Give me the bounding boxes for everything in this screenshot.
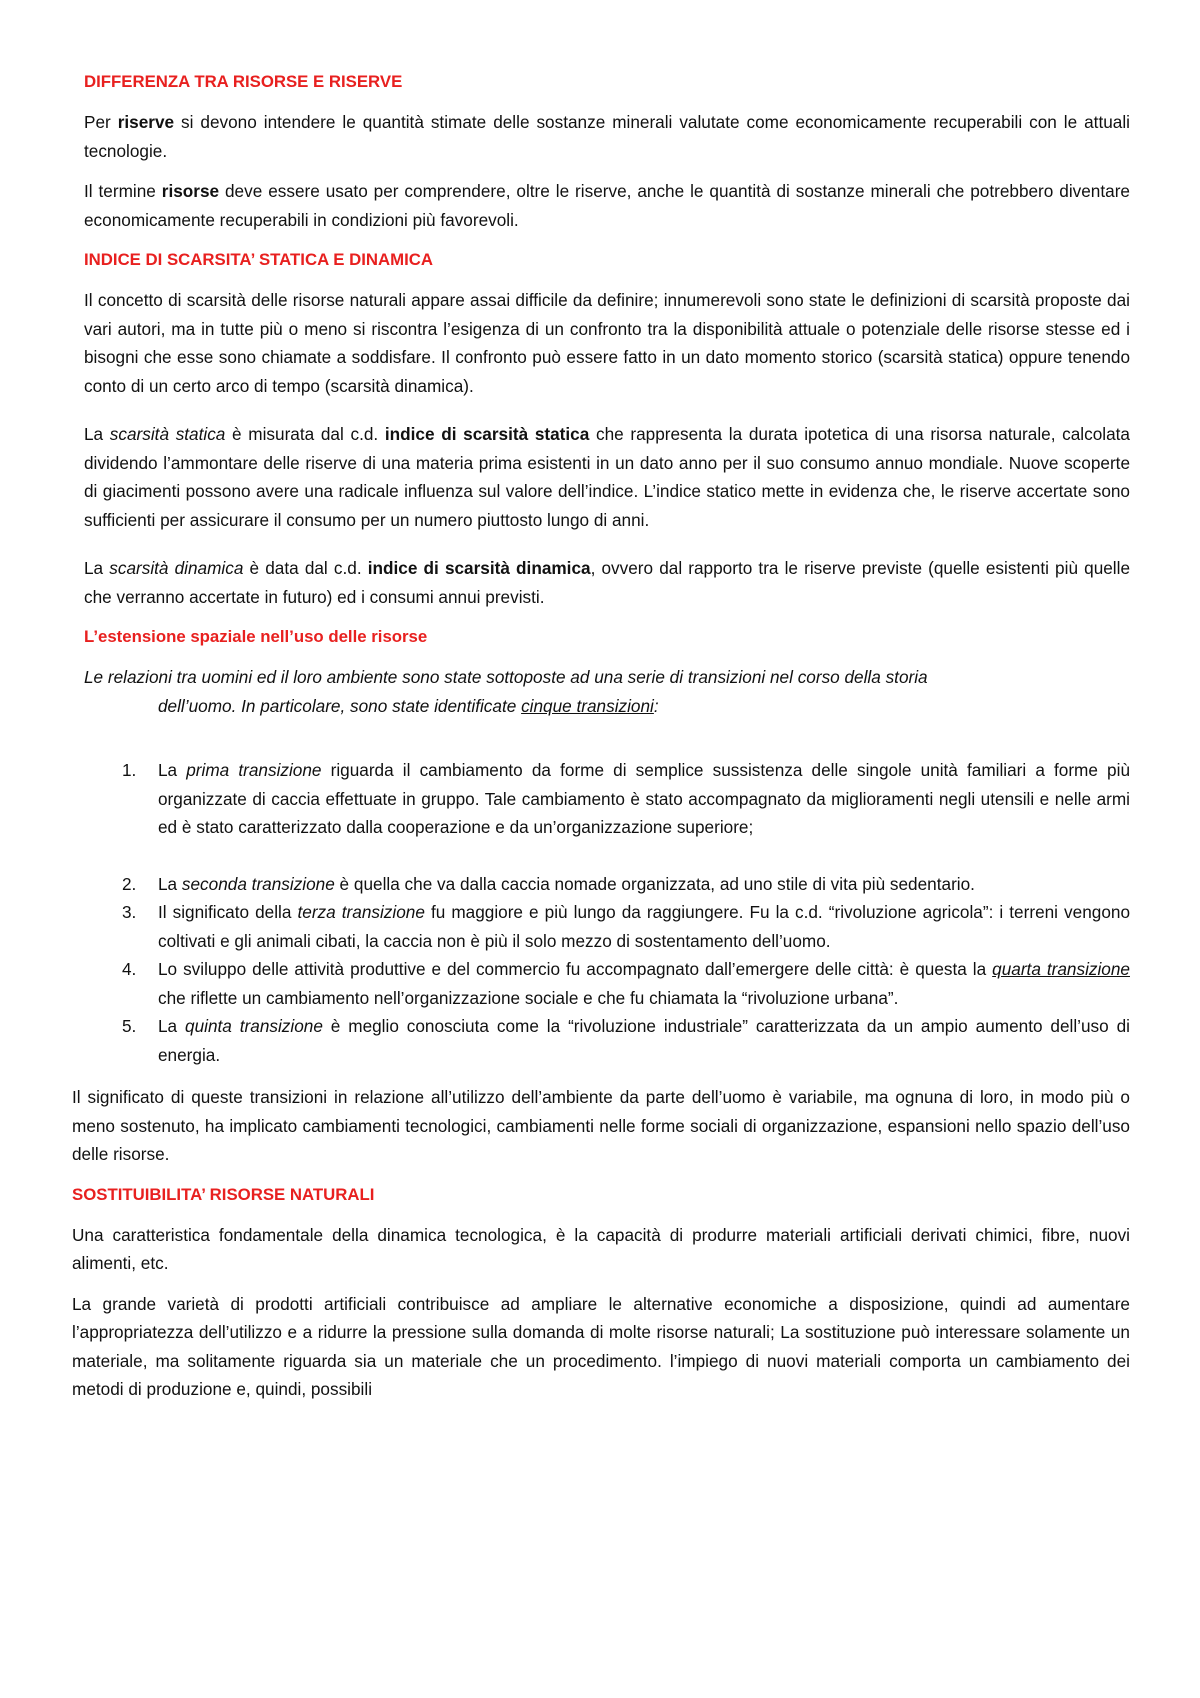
term-riserve: riserve (117, 112, 175, 132)
text: che riflette un cambiamento nell’organizzazione sociale e che fu chiamata la “rivoluzione urbana”. (158, 987, 899, 1008)
heading-indice-scarsita: INDICE DI SCARSITA’ STATICA E DINAMICA (84, 250, 433, 269)
list-item (84, 1012, 1130, 1069)
heading-risorse-riserve: DIFFERENZA TRA RISORSE E RISERVE (84, 72, 403, 91)
heading-sostituibilita: SOSTITUIBILITA’ RISORSE NATURALI (72, 1184, 375, 1204)
text: La (84, 558, 110, 578)
term-transizione: quarta transizione (992, 959, 1130, 979)
paragraph-prodotti-artificiali: La grande varietà di prodotti artificiali contribuisce ad ampliare le alternative economiche a disposizione, quindi ad aumentare l’appropriatezza dell’utilizzo e a ridurre la pressione sulla domanda di molte risorse naturali; La sostituzione può interessare solamente un materiale, ma solitamente riguarda sia un materiale che un procedimento. l’impiego di nuovi materiali comporta un cambiamento dei metodi di produzione e, quindi, possibili (72, 1293, 1130, 1399)
text: che rappresenta la durata ipotetica di una risorsa naturale, calcolata dividendo l’ammontare delle riserve di una materia prima esistenti in un dato anno per il suo consumo annuo mondiale. Nuove scoperte di giacimenti possono avere una radicale influenza sul valore dell’indice. L’indice statico mette in evidenza che, le riserve accertate sono sufficienti per assicurare il consumo per un numero piuttosto lungo di anni. (84, 424, 1130, 530)
paragraph-riserve (84, 108, 1130, 165)
text: è misurata dal c.d. (225, 424, 385, 444)
text: La (158, 760, 187, 780)
term-transizione: prima transizione (186, 760, 322, 780)
text: : (653, 695, 659, 716)
term-cinque-transizioni: cinque transizioni (521, 695, 654, 716)
text: La (158, 873, 182, 894)
text: deve essere usato per comprendere, oltre le riserve, anche le quantità di sostanze minerali che potrebbero diventare economicamente recuperabili in condizioni più favorevoli. (84, 181, 1130, 230)
list-item (84, 955, 1130, 1012)
heading-estensione-spaziale: L’estensione spaziale nell’uso delle risorse (84, 627, 428, 646)
list-item (84, 870, 1130, 899)
text: è meglio conosciuta come la “rivoluzione industriale” caratterizzata da un ampio aumento dell’uso di energia. (158, 1016, 1130, 1065)
text: Lo sviluppo delle attività produttive e del commercio fu accompagnato dall’emergere delle città: è questa la (158, 959, 993, 979)
text: si devono intendere le quantità stimate delle sostanze minerali valutate come economicamente recuperabili con le attuali tecnologie. (84, 112, 1130, 161)
text: La (84, 424, 110, 444)
text: , ovvero dal rapporto tra le riserve previste (quelle esistenti più quelle che verranno accertate in futuro) ed i consumi annui previsti. (84, 558, 1131, 607)
term-indice-statica: indice di scarsità statica (384, 424, 590, 444)
list-item (84, 898, 1130, 955)
term-scarsita-statica: scarsità statica (109, 424, 226, 444)
term-risorse: risorse (161, 181, 220, 201)
list-number: 3. (122, 902, 137, 922)
paragraph-risorse (84, 177, 1130, 234)
text: riguarda il cambiamento da forme di semplice sussistenza delle singole unità familiari a forme più organizzate di caccia effettuate in gruppo. Tale cambiamento è stato accompagnato da miglioramenti negli utensili e nelle armi ed è stato caratterizzato dalla cooperazione e da un’organizzazione superiore; (158, 760, 1130, 837)
paragraph-dinamica-tecnologica: Una caratteristica fondamentale della dinamica tecnologica, è la capacità di produrre materiali artificiali derivati chimici, fibre, nuovi alimenti, etc. (72, 1224, 1130, 1273)
text: Il significato della (158, 902, 298, 922)
paragraph-intro-transizioni (84, 663, 1130, 720)
list-number: 1. (122, 760, 137, 780)
text: fu maggiore e più lungo da raggiungere. Fu la c.d. “rivoluzione agricola”: i terreni vengono coltivati e gli animali cibati, la caccia non è più il solo mezzo di sostentamento dell’uomo. (158, 902, 1131, 951)
text: è quella che va dalla caccia nomade organizzata, ad uno stile di vita più sedentario. (334, 873, 975, 894)
text: La (158, 1016, 186, 1036)
paragraph-scarsita-dinamica (84, 554, 1130, 611)
text: Il termine (84, 181, 162, 201)
term-scarsita-dinamica: scarsità dinamica (109, 558, 244, 578)
term-transizione: seconda transizione (181, 873, 335, 894)
list-number: 4. (122, 959, 137, 979)
list-number: 2. (122, 873, 137, 894)
list-item (84, 756, 1130, 842)
transitions-list (84, 756, 1130, 1069)
term-indice-dinamica: indice di scarsità dinamica (367, 558, 591, 578)
intro-line-1: Le relazioni tra uomini ed il loro ambiente sono state sottoposte ad una serie di transizioni nel corso della storia (84, 667, 928, 687)
paragraph-closing-transizioni: Il significato di queste transizioni in relazione all’utilizzo dell’ambiente da parte dell’uomo è variabile, ma ognuna di loro, in modo più o meno sostenuto, ha implicato cambiamenti tecnologici, cambiamenti nelle forme sociali di organizzazione, espansioni nello spazio dell’uso delle risorse. (72, 1087, 1130, 1164)
term-transizione: terza transizione (297, 902, 425, 922)
intro-line-2 (84, 692, 1130, 721)
paragraph-scarsita-statica (84, 420, 1130, 534)
paragraph-concetto-scarsita: Il concetto di scarsità delle risorse naturali appare assai difficile da definire; innumerevoli sono state le definizioni di scarsità proposte dai vari autori, ma in tutte più o meno si riscontra l’esigenza di un confronto tra la disponibilità attuale o potenziale delle risorse stesse ed i bisogni che esse sono chiamate a soddisfare. Il confronto può essere fatto in un dato momento storico (scarsità statica) oppure tenendo conto di un certo arco di tempo (scarsità dinamica). (84, 290, 1130, 396)
text: è data dal c.d. (243, 558, 368, 578)
list-number: 5. (122, 1016, 137, 1036)
text: Per (84, 112, 118, 132)
term-transizione: quinta transizione (185, 1016, 323, 1036)
text: dell’uomo. In particolare, sono state identificate (158, 695, 522, 716)
